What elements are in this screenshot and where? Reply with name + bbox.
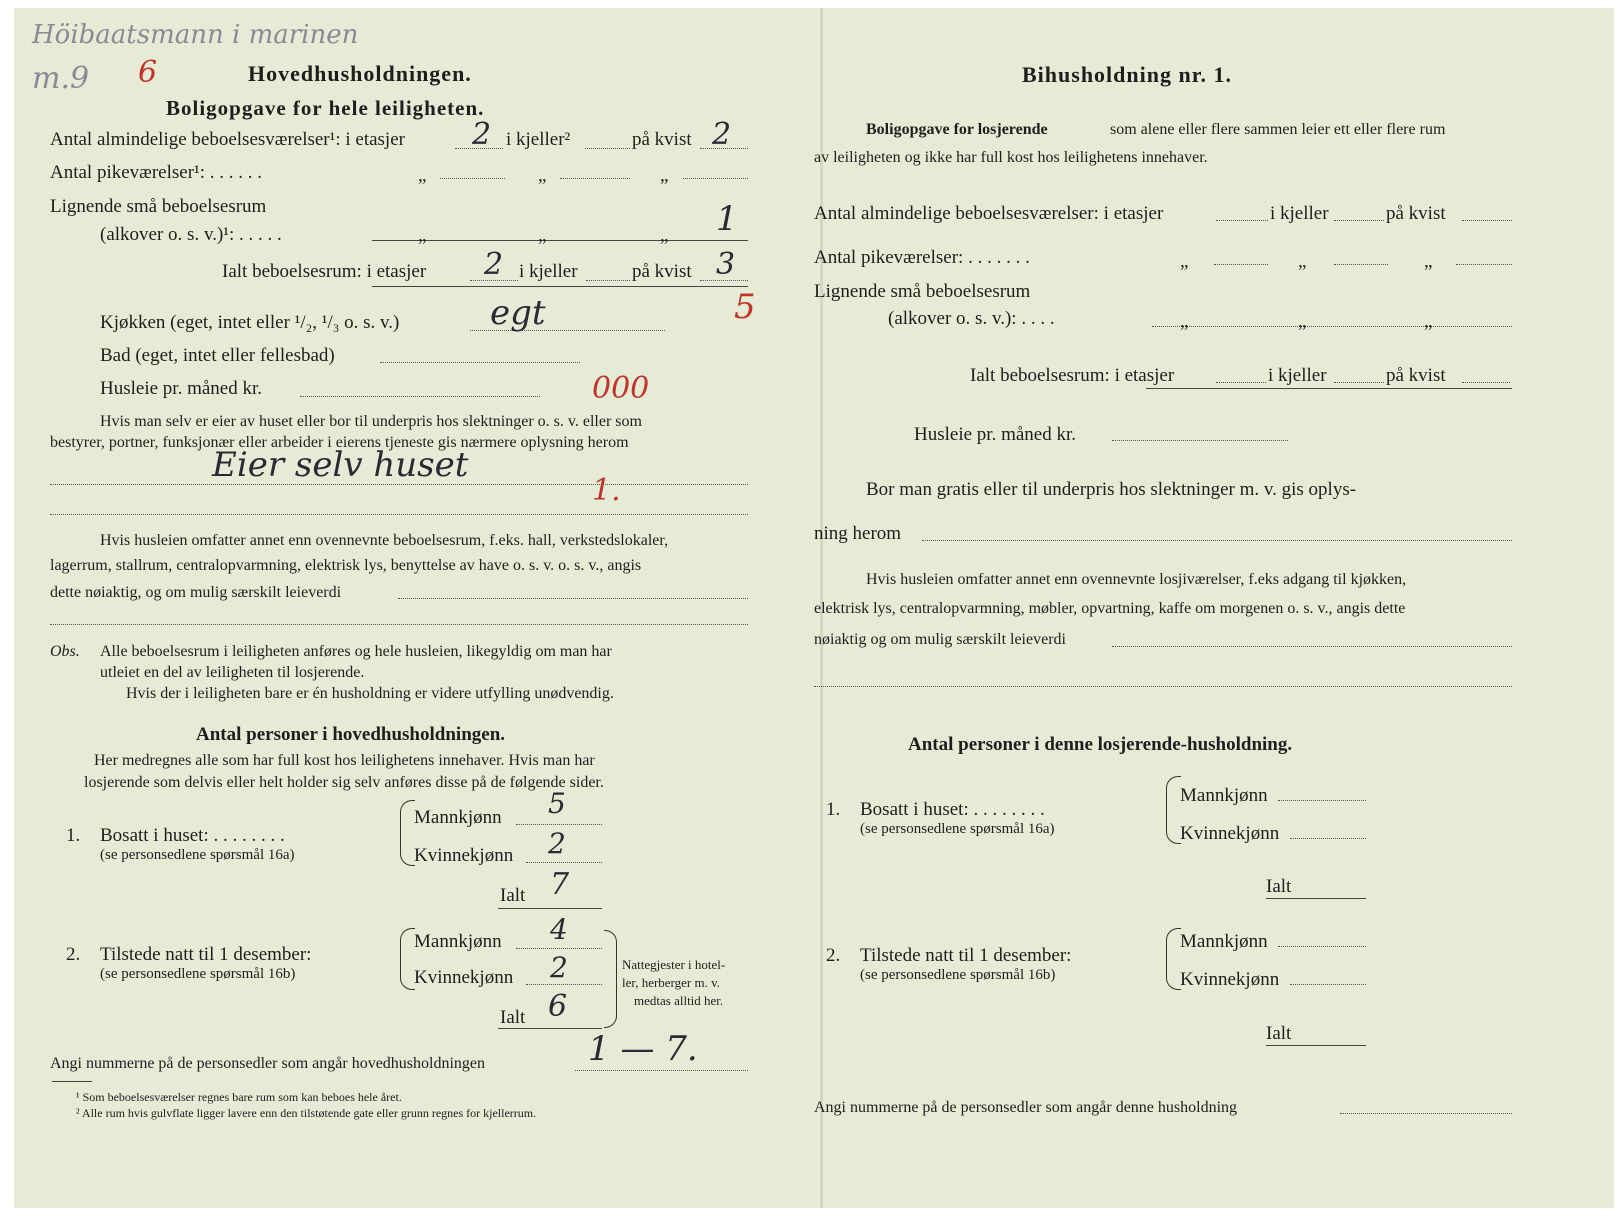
left-subtitle: Boligopgave for hele leiligheten. bbox=[166, 96, 485, 120]
field-line bbox=[516, 824, 602, 825]
ditto-mark: „ bbox=[1180, 251, 1189, 272]
row-alkover-sublabel: (alkover o. s. v.)¹: . . . . . bbox=[100, 224, 282, 245]
ditto-mark: „ bbox=[1298, 251, 1307, 272]
left-title: Hovedhusholdningen. bbox=[248, 61, 472, 86]
label-ialt: Ialt bbox=[500, 885, 526, 906]
value-tilstede-ialt: 6 bbox=[548, 989, 568, 1024]
handwritten-ref: m.9 bbox=[32, 61, 90, 96]
label-kvinnekjonn: Kvinnekjønn bbox=[414, 845, 514, 866]
field-line bbox=[1290, 838, 1366, 839]
right-row-ialt-label: Ialt beboelsesrum: i etasjer bbox=[970, 365, 1175, 386]
right-personer-title: Antal personer i denne losjerende-husholdning. bbox=[908, 734, 1293, 755]
value-bosatt-ialt: 7 bbox=[550, 867, 570, 902]
husleie-label: Husleie pr. måned kr. bbox=[100, 378, 262, 399]
ditto-mark: „ bbox=[1298, 311, 1307, 332]
field-line bbox=[516, 948, 602, 949]
right-question-1-number: 1. bbox=[826, 799, 841, 820]
question-2-label: Tilstede natt til 1 desember: bbox=[100, 944, 312, 965]
field-line bbox=[440, 178, 505, 179]
personer-text-2: losjerende som delvis eller helt holder sig selv anføres disse på de følgende sider. bbox=[84, 774, 604, 791]
ditto-mark: „ bbox=[1424, 311, 1433, 332]
obs-text-3: Hvis der i leiligheten bare er én husholdning er videre utfylling unødvendig. bbox=[126, 685, 614, 702]
field-line bbox=[50, 484, 748, 485]
ditto-mark: „ bbox=[538, 165, 547, 186]
bad-label: Bad (eget, intet eller fellesbad) bbox=[100, 345, 335, 366]
label-ialt: Ialt bbox=[1266, 1023, 1292, 1044]
label-kvinnekjonn: Kvinnekjønn bbox=[414, 967, 514, 988]
field-line bbox=[575, 1070, 748, 1071]
ditto-mark: „ bbox=[418, 165, 427, 186]
field-line bbox=[683, 178, 748, 179]
label-kvist: på kvist bbox=[1386, 365, 1446, 386]
value-etasjer: 2 bbox=[472, 117, 492, 152]
total-underline bbox=[1146, 388, 1512, 389]
value-nummerne: 1 — 7. bbox=[588, 1029, 698, 1069]
right-row-beboelsesvaerelser-label: Antal almindelige beboelsesværelser: i etasjer bbox=[814, 203, 1164, 224]
right-angi-label: Angi nummerne på de personsedler som angår denne husholdning bbox=[814, 1099, 1238, 1116]
right-row-alkover-sublabel: (alkover o. s. v.): . . . . bbox=[888, 308, 1055, 329]
label-kvist: på kvist bbox=[1386, 203, 1446, 224]
label-kjeller: i kjeller bbox=[1270, 203, 1329, 224]
value-tilstede-mann: 4 bbox=[550, 913, 568, 946]
field-line bbox=[1462, 220, 1512, 221]
total-underline bbox=[498, 908, 602, 909]
natt-note-1: Nattegjester i hotel- bbox=[622, 957, 726, 972]
question-1-number: 1. bbox=[66, 825, 81, 846]
field-line bbox=[300, 396, 540, 397]
value-kjokken: egt bbox=[490, 293, 546, 333]
brace bbox=[1166, 776, 1181, 844]
label-kvinnekjonn: Kvinnekjønn bbox=[1180, 823, 1280, 844]
right-title: Bihusholdning nr. 1. bbox=[1022, 62, 1232, 87]
right-omfatter-text-2: elektrisk lys, centralopvarmning, møbler, opvartning, kaffe om morgenen o. s. v., angis dette bbox=[814, 600, 1406, 617]
field-line bbox=[50, 624, 748, 625]
field-line bbox=[814, 686, 1512, 687]
field-line bbox=[526, 862, 602, 863]
right-row-pikevaerelser-label: Antal pikeværelser: . . . . . . . bbox=[814, 247, 1030, 268]
label-mannkjonn: Mannkjønn bbox=[414, 807, 502, 828]
right-omfatter-text-3: nøiaktig og om mulig særskilt leieverdi bbox=[814, 631, 1066, 648]
value-ialt-kvist: 3 bbox=[716, 247, 736, 282]
field-line bbox=[585, 148, 630, 149]
total-underline bbox=[1266, 1045, 1366, 1046]
field-line bbox=[1278, 946, 1366, 947]
footnote-1: ¹ Som beboelsesværelser regnes bare rum som kan beboes hele året. bbox=[76, 1090, 402, 1104]
right-intro-text-1: som alene eller flere sammen leier ett eller flere rum bbox=[1110, 121, 1446, 138]
value-bosatt-mann: 5 bbox=[548, 787, 566, 820]
field-line bbox=[372, 240, 748, 241]
value-eier-number: 1. bbox=[592, 473, 621, 508]
ditto-mark: „ bbox=[418, 225, 427, 246]
eier-text-1: Hvis man selv er eier av huset eller bor til underpris hos slektninger o. s. v. eller som bbox=[100, 413, 642, 430]
omfatter-text-1: Hvis husleien omfatter annet enn ovennevnte beboelsesrum, f.eks. hall, verkstedslokaler, bbox=[100, 532, 669, 549]
row-alkover-label: Lignende små beboelsesrum bbox=[50, 196, 267, 217]
field-line bbox=[1462, 382, 1510, 383]
question-2-sub: (se personsedlene spørsmål 16b) bbox=[100, 966, 296, 982]
value-alkover: 1 bbox=[716, 199, 738, 239]
row-pikevaerelser-label: Antal pikeværelser¹: . . . . . . bbox=[50, 162, 263, 183]
field-line bbox=[1340, 1113, 1512, 1114]
value-bosatt-kvinne: 2 bbox=[548, 827, 566, 860]
natt-note-3: medtas alltid her. bbox=[634, 993, 724, 1008]
brace bbox=[400, 928, 415, 990]
label-kjeller: i kjeller² bbox=[506, 129, 571, 150]
right-intro-text-2: av leiligheten og ikke har full kost hos leilighetens innehaver. bbox=[814, 149, 1208, 166]
label-ialt: Ialt bbox=[1266, 876, 1292, 897]
handwritten-ref-number: 6 bbox=[138, 55, 158, 90]
handwritten-occupation: Höibaatsmann i marinen bbox=[32, 20, 359, 50]
field-line bbox=[1152, 326, 1512, 327]
value-total-red: 5 bbox=[734, 287, 756, 327]
label-mannkjonn: Mannkjønn bbox=[1180, 785, 1268, 806]
label-kjeller: i kjeller bbox=[519, 261, 578, 282]
brace bbox=[604, 930, 617, 1028]
ditto-mark: „ bbox=[1180, 311, 1189, 332]
label-mannkjonn: Mannkjønn bbox=[1180, 931, 1268, 952]
ditto-mark: „ bbox=[660, 165, 669, 186]
right-intro-bold: Boligopgave for losjerende bbox=[866, 121, 1048, 138]
total-underline bbox=[1266, 898, 1366, 899]
ditto-mark: „ bbox=[1424, 251, 1433, 272]
right-gratis-text-2: ning herom bbox=[814, 523, 902, 544]
question-1-sub: (se personsedlene spørsmål 16a) bbox=[100, 847, 295, 863]
natt-note-2: ler, herberger m. v. bbox=[622, 975, 721, 990]
value-kvist: 2 bbox=[712, 117, 732, 152]
field-line bbox=[526, 984, 602, 985]
right-question-1-label: Bosatt i huset: . . . . . . . . bbox=[860, 799, 1045, 820]
omfatter-text-3: dette nøiaktig, og om mulig særskilt leieverdi bbox=[50, 584, 342, 601]
field-line bbox=[1278, 800, 1366, 801]
total-underline bbox=[498, 1028, 602, 1029]
field-line bbox=[1334, 220, 1384, 221]
personer-text-1: Her medregnes alle som har full kost hos leilighetens innehaver. Hvis man har bbox=[94, 752, 595, 769]
field-line bbox=[1112, 440, 1288, 441]
field-line bbox=[922, 540, 1512, 541]
ditto-mark: „ bbox=[660, 225, 669, 246]
right-row-alkover-label: Lignende små beboelsesrum bbox=[814, 281, 1031, 302]
field-line bbox=[398, 598, 748, 599]
label-ialt: Ialt bbox=[500, 1007, 526, 1028]
obs-text-1: Alle beboelsesrum i leiligheten anføres og hele husleien, likegyldig om man har bbox=[100, 643, 612, 660]
label-kjeller: i kjeller bbox=[1268, 365, 1327, 386]
row-ialt-label: Ialt beboelsesrum: i etasjer bbox=[222, 261, 427, 282]
field-line bbox=[1334, 382, 1384, 383]
obs-label: Obs. bbox=[50, 643, 80, 660]
field-line bbox=[1214, 264, 1268, 265]
question-1-label: Bosatt i huset: . . . . . . . . bbox=[100, 825, 285, 846]
eier-text-2: bestyrer, portner, funksjonær eller arbeider i eierens tjeneste gis nærmere oplysning herom bbox=[50, 434, 629, 451]
question-2-number: 2. bbox=[66, 944, 81, 965]
right-omfatter-text-1: Hvis husleien omfatter annet enn ovennevnte losjiværelser, f.eks adgang til kjøkken, bbox=[866, 571, 1407, 588]
value-ialt-etasjer: 2 bbox=[484, 247, 504, 282]
kjokken-label: Kjøkken (eget, intet eller ¹/₂, ¹/₃ o. s. v.) bbox=[100, 312, 400, 333]
omfatter-text-2: lagerrum, stallrum, centralopvarmning, elektrisk lys, benyttelse av have o. s. v. o. s. v., angis bbox=[50, 557, 642, 574]
right-question-2-number: 2. bbox=[826, 945, 841, 966]
footnote-rule bbox=[52, 1081, 92, 1082]
right-question-2-label: Tilstede natt til 1 desember: bbox=[860, 945, 1072, 966]
field-line bbox=[1334, 264, 1388, 265]
footnote-2: ² Alle rum hvis gulvflate ligger lavere enn den tilstøtende gate eller grunn regnes for kjellerrum. bbox=[76, 1106, 537, 1120]
field-line bbox=[1216, 220, 1268, 221]
label-kvist: på kvist bbox=[632, 261, 692, 282]
ditto-mark: „ bbox=[538, 225, 547, 246]
field-line bbox=[50, 514, 748, 515]
field-line bbox=[1456, 264, 1512, 265]
label-kvinnekjonn: Kvinnekjønn bbox=[1180, 969, 1280, 990]
field-line bbox=[586, 280, 630, 281]
label-kvist: på kvist bbox=[632, 129, 692, 150]
right-question-2-sub: (se personsedlene spørsmål 16b) bbox=[860, 967, 1056, 983]
angi-label: Angi nummerne på de personsedler som angår hovedhusholdningen bbox=[50, 1055, 486, 1072]
value-husleie: 000 bbox=[592, 371, 650, 406]
right-husleie-label: Husleie pr. måned kr. bbox=[914, 424, 1076, 445]
row-beboelsesvaerelser-label: Antal almindelige beboelsesværelser¹: i etasjer bbox=[50, 129, 405, 150]
brace bbox=[400, 800, 415, 866]
personer-title: Antal personer i hovedhusholdningen. bbox=[196, 724, 506, 745]
brace bbox=[1166, 928, 1181, 990]
field-line bbox=[560, 178, 630, 179]
field-line bbox=[1216, 382, 1266, 383]
label-mannkjonn: Mannkjønn bbox=[414, 931, 502, 952]
value-eier: Eier selv huset bbox=[212, 445, 469, 485]
field-line bbox=[1290, 984, 1366, 985]
value-tilstede-kvinne: 2 bbox=[550, 951, 568, 984]
field-line bbox=[380, 362, 580, 363]
obs-text-2: utleiet en del av leiligheten til losjerende. bbox=[100, 664, 365, 681]
right-question-1-sub: (se personsedlene spørsmål 16a) bbox=[860, 821, 1055, 837]
right-gratis-text-1: Bor man gratis eller til underpris hos slektninger m. v. gis oplys- bbox=[866, 479, 1357, 500]
total-underline bbox=[372, 286, 748, 287]
field-line bbox=[1112, 646, 1512, 647]
